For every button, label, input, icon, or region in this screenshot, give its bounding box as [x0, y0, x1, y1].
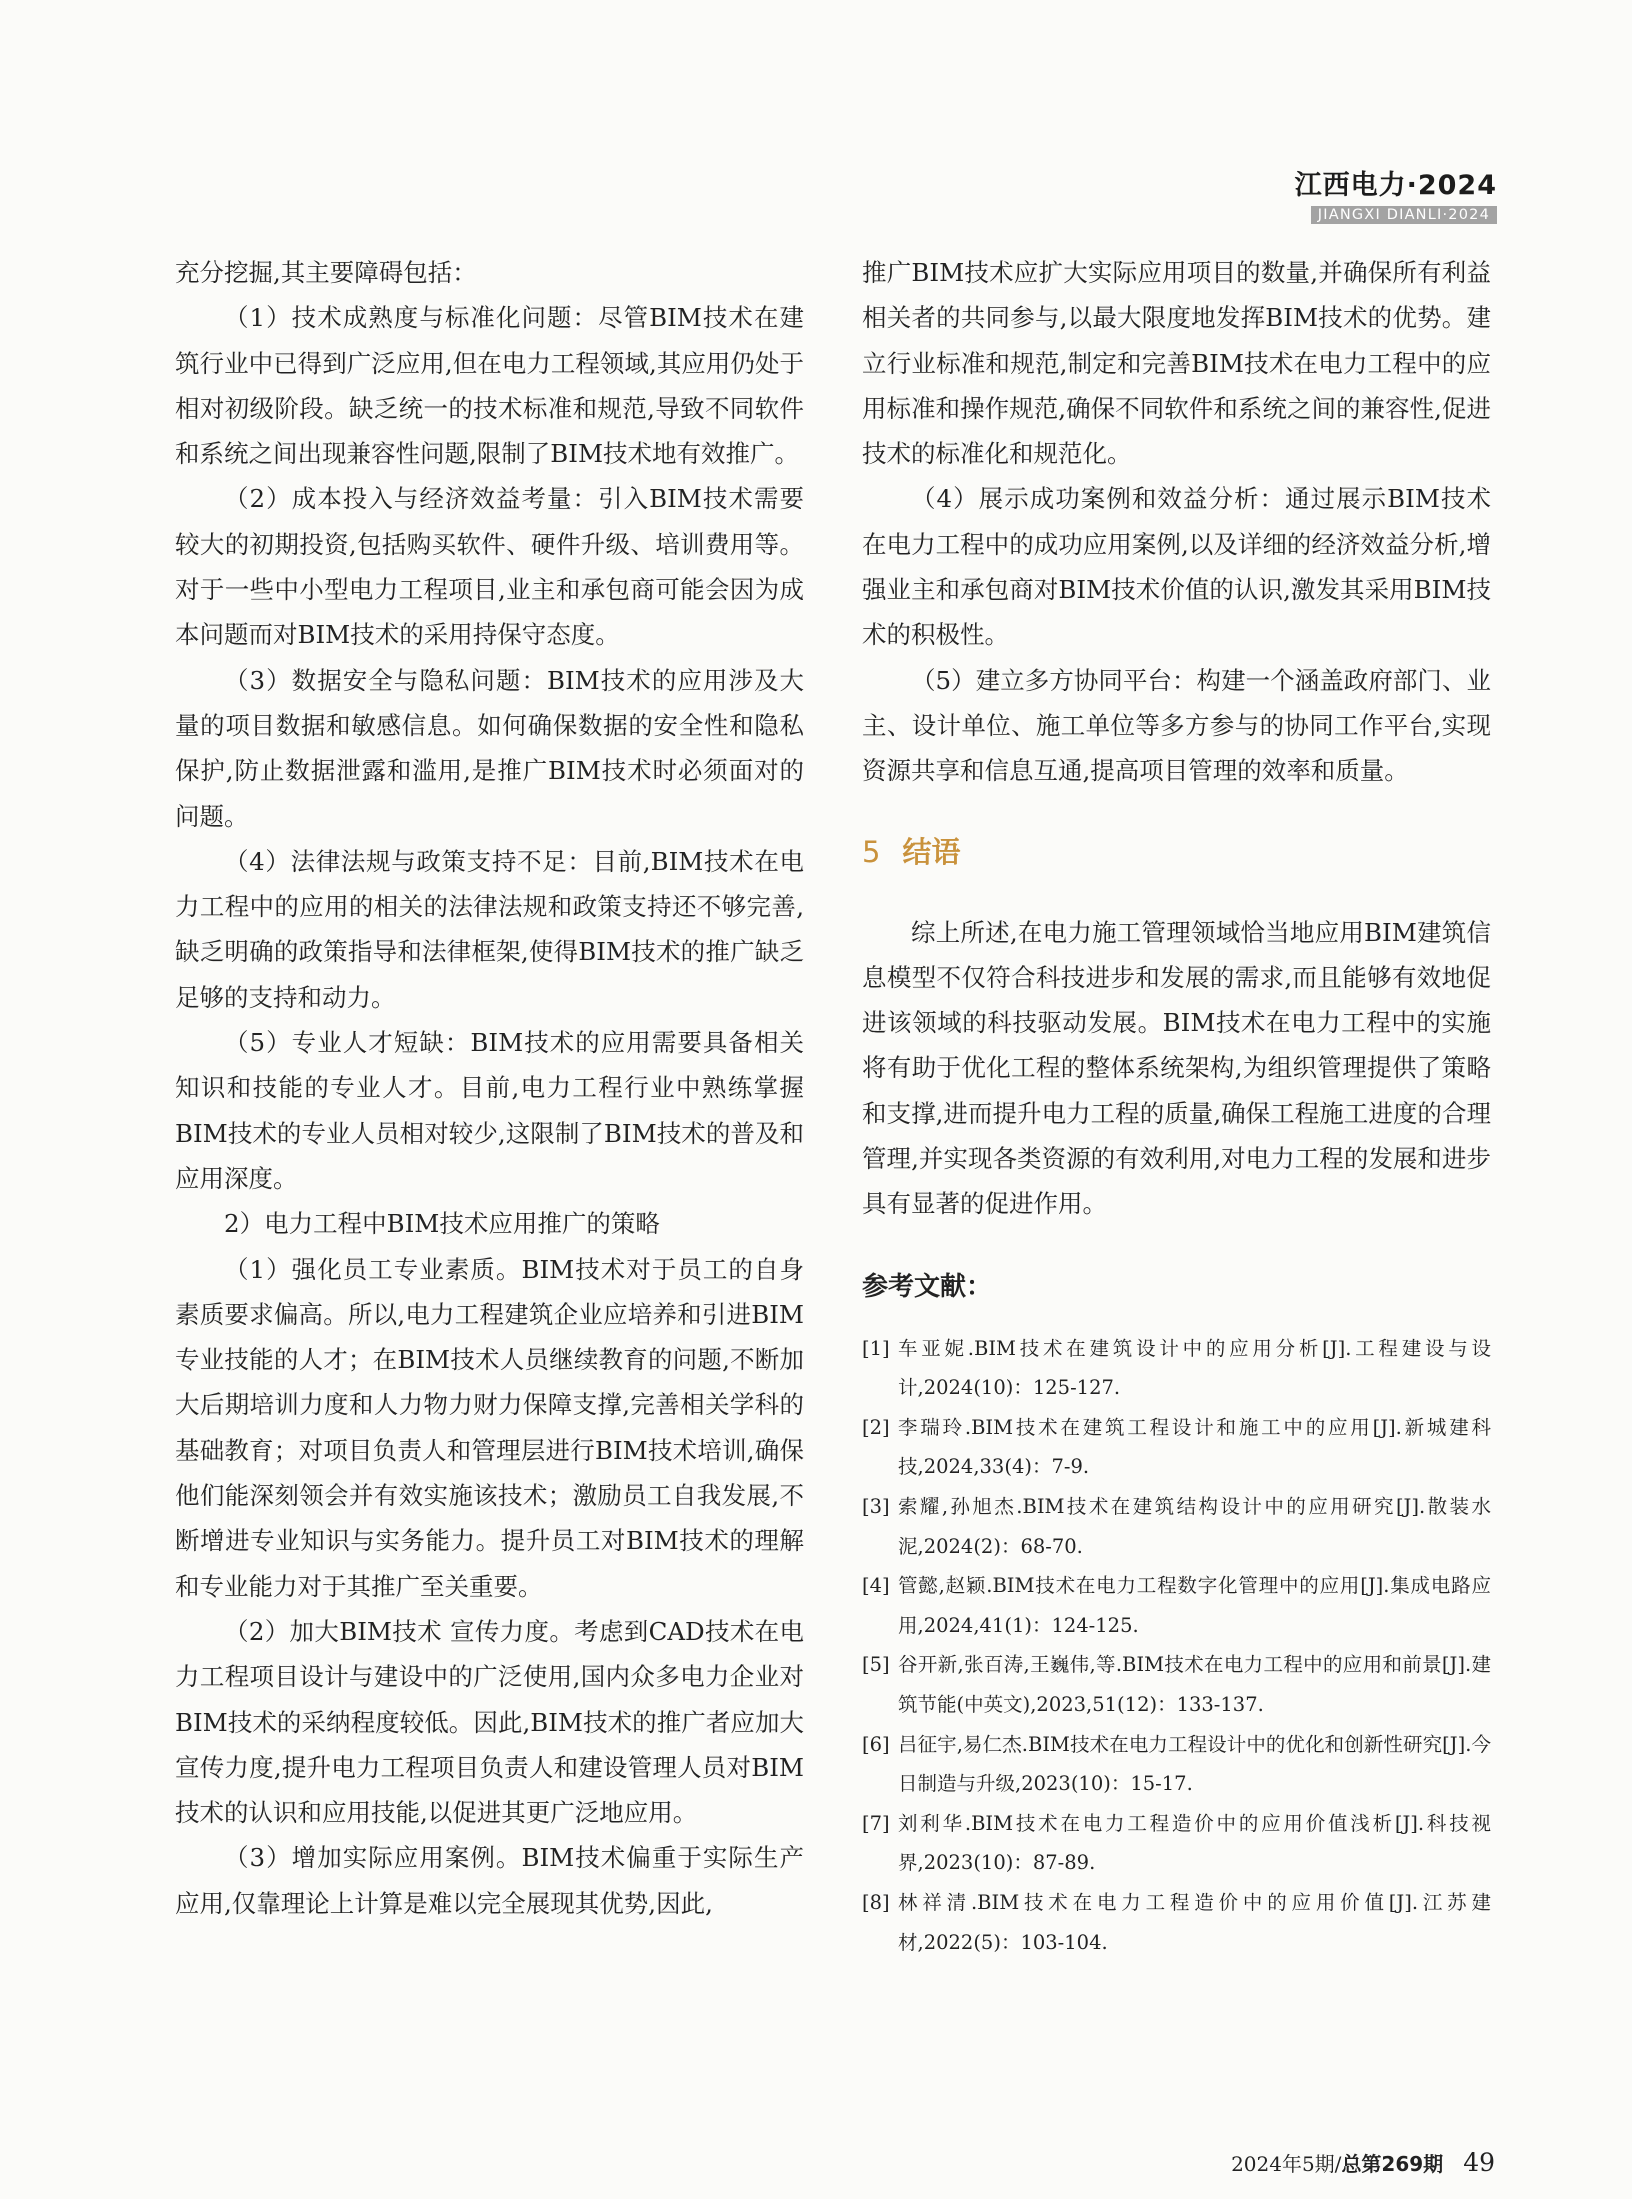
reference-number: [3] — [862, 1495, 890, 1519]
reference-text: 管懿,赵颖.BIM技术在电力工程数字化管理中的应用[J].集成电路应用,2024,41(1)：124-125. — [898, 1574, 1491, 1637]
paragraph: （2）成本投入与经济效益考量：引入BIM技术需要较大的初期投资,包括购买软件、硬件升级、培训费用等。对于一些中小型电力工程项目,业主和承包商可能会因为成本问题而对BIM技术的采用持保守态度。 — [175, 484, 804, 650]
reference-number: [7] — [862, 1811, 890, 1835]
reference-text: 吕征宇,易仁杰.BIM技术在电力工程设计中的优化和创新性研究[J].今日制造与升级,2023(10)：15-17. — [898, 1732, 1491, 1796]
reference-number: [6] — [862, 1732, 890, 1756]
right-column — [862, 250, 1491, 1962]
references-list — [862, 1329, 1491, 1963]
paragraph: 充分挖掘,其主要障碍包括： — [175, 258, 477, 287]
reference-item — [862, 1883, 1491, 1962]
paragraph: （4）展示成功案例和效益分析：通过展示BIM技术在电力工程中的成功应用案例,以及详细的经济效益分析,增强业主和承包商对BIM技术价值的认识,激发其采用BIM技术的积极性。 — [862, 484, 1491, 650]
reference-item — [862, 1408, 1491, 1487]
reference-number: [4] — [862, 1574, 890, 1598]
reference-item — [862, 1329, 1491, 1408]
left-column — [175, 250, 804, 1926]
paragraph: （1）强化员工专业素质。BIM技术对于员工的自身素质要求偏高。所以,电力工程建筑企业应培养和引进BIM专业技能的人才；在BIM技术人员继续教育的问题,不断加大后期培训力度和人力物力财力保障支撑,完善相关学科的基础教育；对项目负责人和管理层进行BIM技术培训,确保他们能深刻领会并有效实施该技术；激励员工自我发展,不断增进专业知识与实务能力。提升员工对BIM技术的理解和专业能力对于其推广至关重要。 — [175, 1254, 804, 1601]
paragraph: （2）加大BIM技术 宣传力度。考虑到CAD技术在电力工程项目设计与建设中的广泛使用,国内众多电力企业对BIM技术的采纳程度较低。因此,BIM技术的推广者应加大宣传力度,提升电力工程项目负责人和建设管理人员对BIM技术的认识和应用技能,以促进其更广泛地应用。 — [175, 1616, 804, 1828]
reference-number: [2] — [862, 1415, 890, 1439]
paragraph: （4）法律法规与政策支持不足：目前,BIM技术在电力工程中的应用的相关的法律法规和政策支持还不够完善,缺乏明确的政策指导和法律框架,使得BIM技术的推广缺乏足够的支持和动力。 — [175, 846, 804, 1012]
reference-text: 谷开新,张百涛,王巍伟,等.BIM技术在电力工程中的应用和前景[J].建筑节能(中英文),2023,51(12)：133-137. — [898, 1653, 1491, 1716]
total-issue-label: 总第269期 — [1341, 2152, 1444, 2176]
issue-label: 2024年5期/ — [1231, 2152, 1342, 2176]
journal-masthead — [1295, 163, 1497, 224]
section-title: 结语 — [902, 834, 961, 869]
paragraph: （3）增加实际应用案例。BIM技术偏重于实际生产应用,仅靠理论上计算是难以完全展现其优势,因此, — [175, 1843, 804, 1918]
paragraph: （5）建立多方协同平台：构建一个涵盖政府部门、业主、设计单位、施工单位等多方参与的协同工作平台,实现资源共享和信息互通,提高项目管理的效率和质量。 — [862, 665, 1491, 786]
reference-text: 刘利华.BIM技术在电力工程造价中的应用价值浅析[J].科技视界,2023(10)：87-89. — [898, 1811, 1491, 1875]
paragraph: （1）技术成熟度与标准化问题：尽管BIM技术在建筑行业中已得到广泛应用,但在电力工程领域,其应用仍处于相对初级阶段。缺乏统一的技术标准和规范,导致不同软件和系统之间出现兼容性问题,限制了BIM技术地有效推广。 — [175, 303, 804, 469]
section-heading — [862, 832, 1491, 872]
reference-text: 索耀,孙旭杰.BIM技术在建筑结构设计中的应用研究[J].散装水泥,2024(2)：68-70. — [898, 1495, 1491, 1558]
subheading: 2）电力工程中BIM技术应用推广的策略 — [224, 1209, 660, 1239]
journal-title: 江西电力·2024 — [1294, 170, 1497, 201]
paragraph: （5）专业人才短缺：BIM技术的应用需要具备相关知识和技能的专业人才。目前,电力工程行业中熟练掌握BIM技术的专业人员相对较少,这限制了BIM技术的普及和应用深度。 — [175, 1028, 804, 1193]
reference-item — [862, 1645, 1491, 1724]
page-footer — [1231, 2148, 1495, 2177]
paragraph: 推广BIM技术应扩大实际应用项目的数量,并确保所有利益相关者的共同参与,以最大限度地发挥BIM技术的优势。建立行业标准和规范,制定和完善BIM技术在电力工程中的应用标准和操作规范,确保不同软件和系统之间的兼容性,促进技术的标准化和规范化。 — [862, 258, 1491, 469]
reference-number: [8] — [862, 1890, 890, 1914]
conclusion-paragraph: 综上所述,在电力施工管理领域恰当地应用BIM建筑信息模型不仅符合科技进步和发展的需求,而且能够有效地促进该领域的科技驱动发展。BIM技术在电力工程中的实施将有助于优化工程的整体系统架构,为组织管理提供了策略和支撑,进而提升电力工程的质量,确保工程施工进度的合理管理,并实现各类资源的有效利用,对电力工程的发展和进步具有显著的促进作用。 — [862, 917, 1491, 1219]
reference-item — [862, 1725, 1491, 1804]
reference-item — [862, 1566, 1491, 1645]
reference-number: [1] — [862, 1336, 890, 1360]
section-number: 5 — [862, 834, 881, 869]
reference-item — [862, 1487, 1491, 1566]
reference-item — [862, 1804, 1491, 1883]
reference-text: 车亚妮.BIM技术在建筑设计中的应用分析[J].工程建设与设计,2024(10)：125-127. — [898, 1336, 1491, 1400]
journal-subtitle: JIANGXI DIANLI·2024 — [1311, 206, 1497, 224]
reference-number: [5] — [862, 1653, 890, 1677]
paragraph: （3）数据安全与隐私问题：BIM技术的应用涉及大量的项目数据和敏感信息。如何确保数据的安全性和隐私保护,防止数据泄露和滥用,是推广BIM技术时必须面对的问题。 — [175, 665, 804, 831]
reference-text: 李瑞玲.BIM技术在建筑工程设计和施工中的应用[J].新城建科技,2024,33(4)：7-9. — [898, 1415, 1491, 1479]
reference-text: 林祥清.BIM技术在电力工程造价中的应用价值[J].江苏建材,2022(5)：103-104. — [898, 1890, 1491, 1954]
references-heading: 参考文献： — [862, 1271, 993, 1302]
page-number: 49 — [1463, 2148, 1495, 2177]
